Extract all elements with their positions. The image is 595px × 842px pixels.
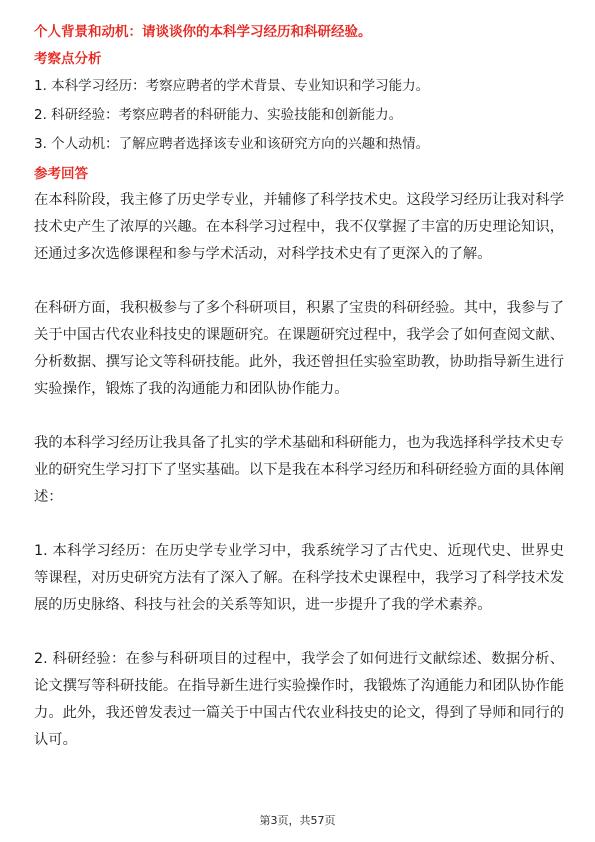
answer-paragraph: 2. 科研经验：在参与科研项目的过程中，我学会了如何进行文献综述、数据分析、论文撰写等科研技能。在指导新生进行实验操作时，我锻炼了沟通能力和团队协作能力。此外，我还曾发表过一篇关于中国古代农业科技史的论文，得到了导师和同行的认可。 [34,651,564,748]
paragraph-gap [34,403,564,430]
analysis-item: 2. 科研经验：考察应聘者的科研能力、实验技能和创新能力。 [34,107,403,123]
answer-paragraph: 1. 本科学习经历：在历史学专业学习中，我系统学习了古代史、近现代史、世界史等课程，对历史研究方法有了深入了解。在科学技术史课程中，我学习了科学技术发展的历史脉络、科技与社会的关系等知识，进一步提升了我的学术素养。 [34,543,564,613]
paragraph-gap [34,268,564,295]
analysis-heading: 考察点分析 [34,51,102,67]
page-content [34,22,564,754]
answer-paragraph: 在本科阶段，我主修了历史学专业，并辅修了科学技术史。这段学习经历让我对科学技术史产生了浓厚的兴趣。在本科学习过程中，我不仅掌握了丰富的历史理论知识，还通过多次选修课程和参与学术活动，对科学技术史有了更深入的了解。 [34,192,564,262]
answer-heading: 参考回答 [34,166,88,182]
answer-paragraph: 我的本科学习经历让我具备了扎实的学术基础和科研能力，也为我选择科学技术史专业的研究生学习打下了坚实基础。以下是我在本科学习经历和科研经验方面的具体阐述： [34,435,564,505]
analysis-list [34,72,564,159]
question-heading: 个人背景和动机：请谈谈你的本科学习经历和科研经验。 [34,24,372,40]
paragraph-gap [34,511,564,538]
paragraph-gap [34,619,564,646]
analysis-item: 1. 本科学习经历：考察应聘者的学术背景、专业知识和学习能力。 [34,78,430,94]
page-number: 第3页，共57页 [259,814,336,827]
answer-paragraph: 在科研方面，我积极参与了多个科研项目，积累了宝贵的科研经验。其中，我参与了关于中国古代农业科技史的课题研究。在课题研究过程中，我学会了如何查阅文献、分析数据、撰写论文等科研技能。此外，我还曾担任实验室助教，协助指导新生进行实验操作，锻炼了我的沟通能力和团队协作能力。 [34,300,564,397]
analysis-item: 3. 个人动机：了解应聘者选择该专业和该研究方向的兴趣和热情。 [34,136,430,152]
